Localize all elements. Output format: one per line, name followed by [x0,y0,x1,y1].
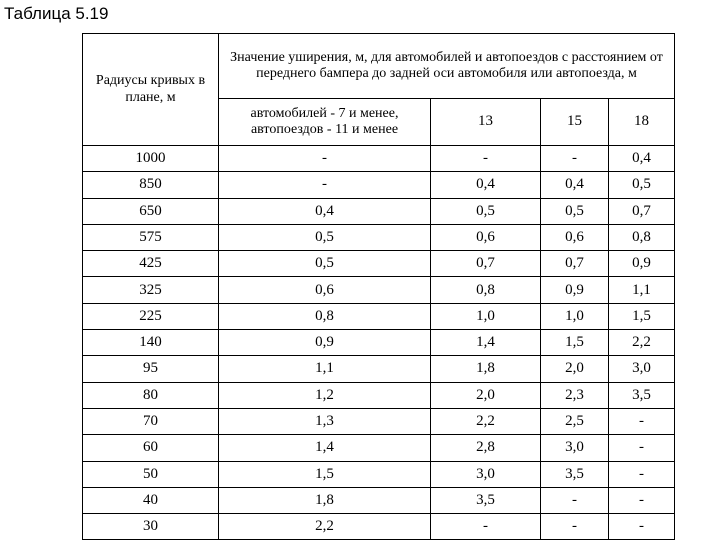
cell-radius: 850 [83,172,219,198]
cell-radius: 650 [83,198,219,224]
cell-cars: 1,8 [219,487,431,513]
cell-len-15: 0,5 [541,198,609,224]
cell-cars: - [219,172,431,198]
cell-len-15: 2,0 [541,356,609,382]
cell-cars: 1,2 [219,382,431,408]
cell-len-13: 2,8 [431,435,541,461]
cell-len-18: - [609,461,675,487]
cell-len-13: 0,6 [431,224,541,250]
header-row-main [83,34,675,99]
cell-len-18: 0,7 [609,198,675,224]
cell-len-13: 2,0 [431,382,541,408]
cell-len-15: 0,7 [541,251,609,277]
cell-len-15: 2,5 [541,408,609,434]
table-caption: Таблица 5.19 [4,4,109,23]
cell-len-15: 3,5 [541,461,609,487]
cell-cars: 0,8 [219,303,431,329]
cell-len-18: - [609,408,675,434]
cell-cars: 0,9 [219,330,431,356]
header-col-18: 18 [609,99,675,146]
table-row [83,408,675,434]
cell-len-15: - [541,146,609,172]
cell-len-18: 1,1 [609,277,675,303]
cell-len-18: 1,5 [609,303,675,329]
cell-len-15: 2,3 [541,382,609,408]
table-row [83,251,675,277]
cell-len-13: 1,0 [431,303,541,329]
table-row [83,514,675,540]
header-radius: Радиусы кривых в плане, м [83,34,219,146]
cell-len-13: 2,2 [431,408,541,434]
cell-radius: 30 [83,514,219,540]
header-col-15: 15 [541,99,609,146]
table-row [83,198,675,224]
cell-len-18: 0,4 [609,146,675,172]
cell-radius: 575 [83,224,219,250]
cell-cars: 1,5 [219,461,431,487]
cell-len-18: 2,2 [609,330,675,356]
cell-cars: 1,1 [219,356,431,382]
cell-radius: 50 [83,461,219,487]
cell-cars: 2,2 [219,514,431,540]
cell-len-18: 0,9 [609,251,675,277]
cell-len-18: - [609,514,675,540]
cell-radius: 140 [83,330,219,356]
header-widening: Значение уширения, м, для автомобилей и автопоездов с расстоянием от переднего бампера до задней оси автомобиля или автопоезда, м [219,34,675,99]
cell-len-13: 0,4 [431,172,541,198]
cell-len-15: 1,5 [541,330,609,356]
cell-len-13: 0,5 [431,198,541,224]
cell-len-18: - [609,487,675,513]
cell-radius: 95 [83,356,219,382]
table-row [83,330,675,356]
cell-len-18: 3,5 [609,382,675,408]
table-row [83,146,675,172]
cell-len-18: 3,0 [609,356,675,382]
cell-cars: 1,4 [219,435,431,461]
cell-len-13: 3,0 [431,461,541,487]
cell-cars: - [219,146,431,172]
table-row [83,224,675,250]
cell-len-15: 0,4 [541,172,609,198]
cell-len-15: - [541,514,609,540]
cell-radius: 425 [83,251,219,277]
table-row [83,461,675,487]
table-row [83,382,675,408]
cell-len-18: 0,8 [609,224,675,250]
cell-cars: 0,5 [219,224,431,250]
cell-len-18: 0,5 [609,172,675,198]
cell-radius: 1000 [83,146,219,172]
table-row [83,303,675,329]
table-row [83,277,675,303]
cell-radius: 40 [83,487,219,513]
header-col-13: 13 [431,99,541,146]
table-row [83,356,675,382]
cell-cars: 0,6 [219,277,431,303]
cell-len-13: 0,8 [431,277,541,303]
cell-radius: 70 [83,408,219,434]
cell-len-15: 1,0 [541,303,609,329]
cell-len-15: 3,0 [541,435,609,461]
cell-len-15: 0,9 [541,277,609,303]
cell-cars: 1,3 [219,408,431,434]
cell-len-13: 1,8 [431,356,541,382]
header-col-cars: автомобилей - 7 и менее, автопоездов - 11 и менее [219,99,431,146]
cell-len-18: - [609,435,675,461]
table-row [83,487,675,513]
cell-len-13: - [431,146,541,172]
widening-table [82,33,675,540]
cell-radius: 60 [83,435,219,461]
cell-len-13: 1,4 [431,330,541,356]
cell-radius: 325 [83,277,219,303]
cell-len-13: - [431,514,541,540]
cell-radius: 80 [83,382,219,408]
cell-cars: 0,4 [219,198,431,224]
cell-cars: 0,5 [219,251,431,277]
cell-len-15: - [541,487,609,513]
table-row [83,172,675,198]
cell-len-15: 0,6 [541,224,609,250]
cell-len-13: 0,7 [431,251,541,277]
cell-len-13: 3,5 [431,487,541,513]
cell-radius: 225 [83,303,219,329]
table-row [83,435,675,461]
